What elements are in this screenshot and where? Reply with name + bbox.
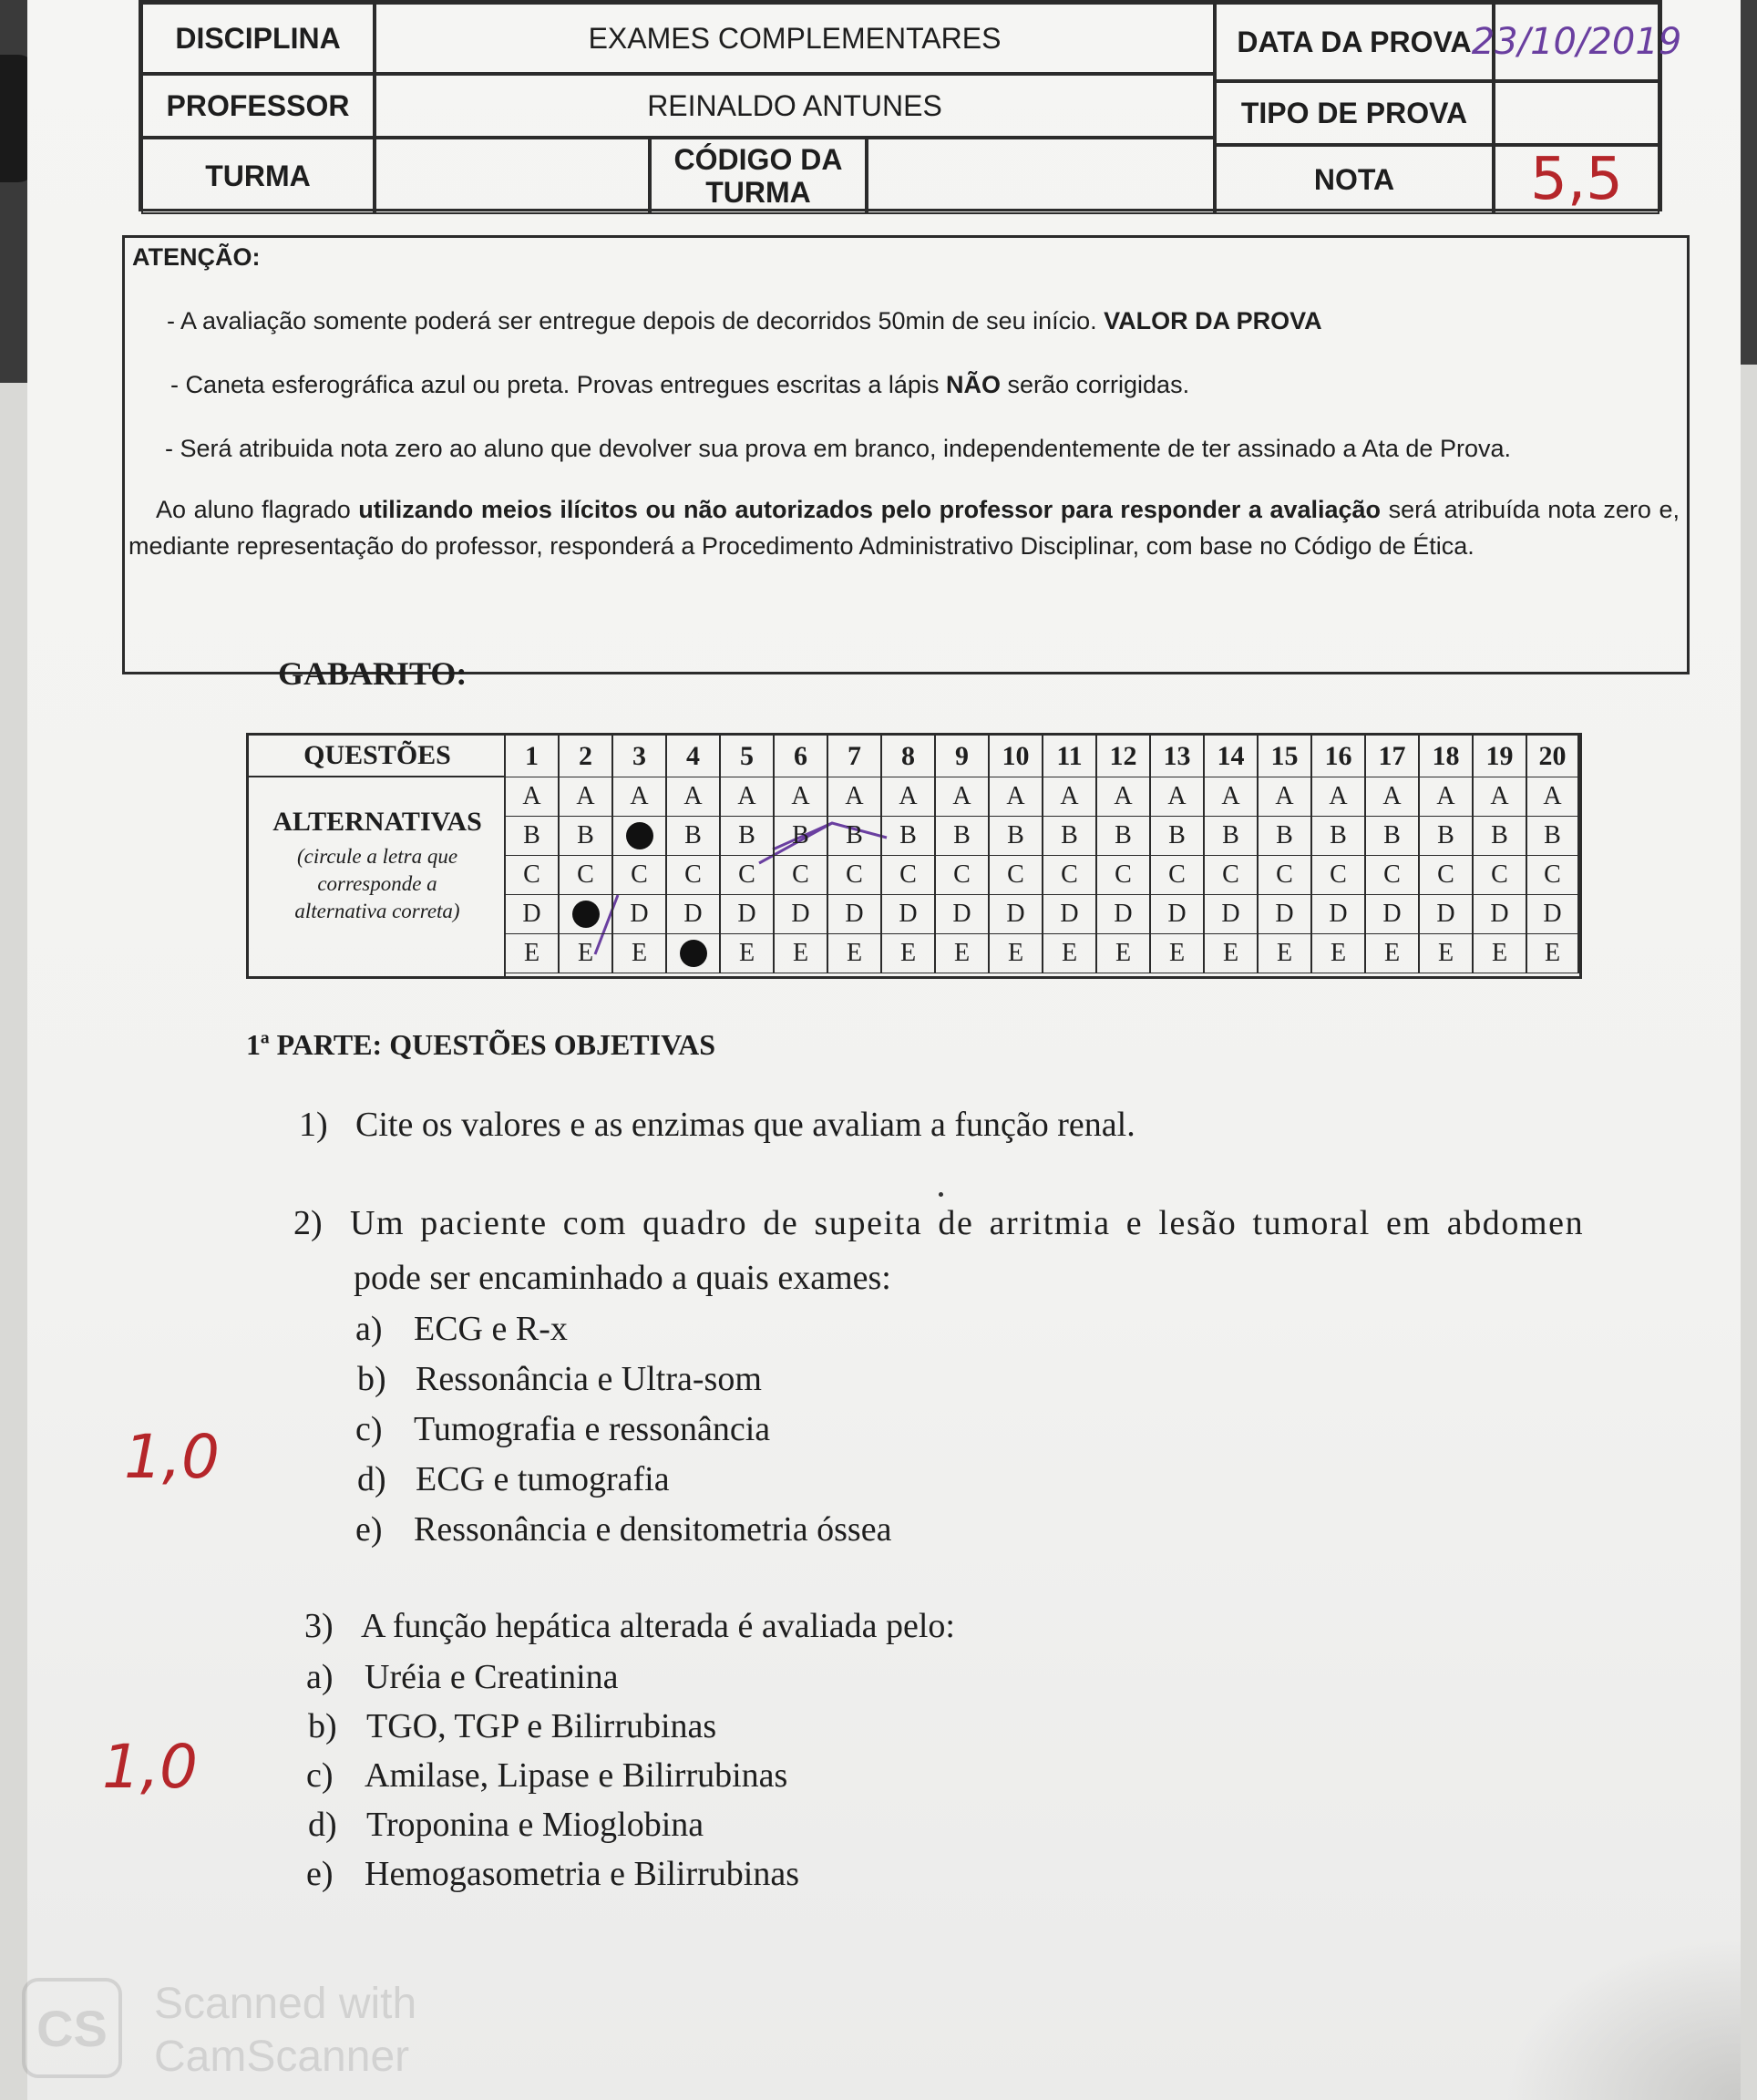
answer-bubble-7-c[interactable]: C xyxy=(828,856,882,895)
answer-bubble-19-b[interactable]: B xyxy=(1474,817,1527,856)
part1-title: 1ª PARTE: QUESTÕES OBJETIVAS xyxy=(246,1028,715,1061)
answer-bubble-1-c[interactable]: C xyxy=(506,856,560,895)
question-2-option-letter: d) xyxy=(357,1460,386,1498)
answer-bubble-14-b[interactable]: B xyxy=(1205,817,1259,856)
question-2-option-text: ECG e tumografia xyxy=(416,1460,670,1498)
question-number-9: 9 xyxy=(936,736,990,777)
nota-value: 5,5 xyxy=(1494,145,1659,214)
answer-bubble-4-e[interactable] xyxy=(667,934,721,973)
codigo-turma-value xyxy=(867,138,1215,214)
question-2-option-text: Ressonância e densitometria óssea xyxy=(414,1510,892,1549)
answer-bubble-14-a[interactable]: A xyxy=(1205,777,1259,817)
answer-bubble-5-c[interactable]: C xyxy=(721,856,775,895)
questoes-label: QUESTÕES xyxy=(249,736,506,777)
question-2-option-text: Tumografia e ressonância xyxy=(414,1410,771,1448)
answer-bubble-19-a[interactable]: A xyxy=(1474,777,1527,817)
question-number-18: 18 xyxy=(1420,736,1474,777)
answer-bubble-4-a[interactable]: A xyxy=(667,777,721,817)
answer-bubble-7-a[interactable]: A xyxy=(828,777,882,817)
tipo-prova-label: TIPO DE PROVA xyxy=(1215,81,1494,145)
filled-mark xyxy=(680,940,707,967)
question-number-15: 15 xyxy=(1259,736,1312,777)
question-2-option-1 xyxy=(355,1309,568,1349)
question-2-option-4 xyxy=(357,1459,670,1499)
answer-bubble-5-d[interactable]: D xyxy=(721,895,775,934)
answer-bubble-11-c[interactable]: C xyxy=(1043,856,1097,895)
answer-bubble-10-a[interactable]: A xyxy=(990,777,1043,817)
answer-bubble-3-d[interactable]: D xyxy=(613,895,667,934)
answer-bubble-5-a[interactable]: A xyxy=(721,777,775,817)
codigo-turma-label-line1: CÓDIGO DA xyxy=(673,143,843,176)
question-3-option-text: TGO, TGP e Bilirrubinas xyxy=(366,1707,717,1745)
question-2-option-letter: c) xyxy=(355,1410,383,1448)
question-3-option-3 xyxy=(306,1755,787,1796)
answer-bubble-5-e[interactable]: E xyxy=(721,934,775,973)
answer-bubble-3-a[interactable]: A xyxy=(613,777,667,817)
codigo-turma-label xyxy=(650,138,867,214)
answer-bubble-17-b[interactable]: B xyxy=(1366,817,1420,856)
page-curl-shadow xyxy=(1504,1936,1741,2100)
question-3-option-5 xyxy=(306,1854,799,1894)
answer-bubble-18-b[interactable]: B xyxy=(1420,817,1474,856)
answer-bubble-16-d[interactable]: D xyxy=(1312,895,1366,934)
answer-bubble-18-c[interactable]: C xyxy=(1420,856,1474,895)
question-2-option-letter: a) xyxy=(355,1310,383,1348)
answer-bubble-6-b[interactable]: B xyxy=(775,817,828,856)
professor-label: PROFESSOR xyxy=(141,74,375,138)
camscanner-text-line1: Scanned with xyxy=(154,1980,417,2028)
answer-bubble-8-a[interactable]: A xyxy=(882,777,936,817)
answer-bubble-8-d[interactable]: D xyxy=(882,895,936,934)
answer-bubble-16-c[interactable]: C xyxy=(1312,856,1366,895)
answer-bubble-1-e[interactable]: E xyxy=(506,934,560,973)
answer-bubble-8-c[interactable]: C xyxy=(882,856,936,895)
question-2-option-5 xyxy=(355,1509,891,1549)
question-number-17: 17 xyxy=(1366,736,1420,777)
filled-mark xyxy=(572,901,600,928)
question-number-3: 3 xyxy=(613,736,667,777)
camscanner-watermark xyxy=(22,1978,496,2081)
codigo-turma-label-line2: TURMA xyxy=(705,176,811,209)
question-number-8: 8 xyxy=(882,736,936,777)
answer-bubble-3-e[interactable]: E xyxy=(613,934,667,973)
disciplina-value: EXAMES COMPLEMENTARES xyxy=(375,3,1215,74)
question-2-option-3 xyxy=(355,1409,770,1449)
question-3-option-letter: a) xyxy=(306,1658,334,1696)
alternativas-instruction-line2: corresponde a xyxy=(317,872,437,895)
turma-value xyxy=(375,138,650,214)
nota-label: NOTA xyxy=(1215,145,1494,214)
answer-bubble-7-e[interactable]: E xyxy=(828,934,882,973)
answer-bubble-1-a[interactable]: A xyxy=(506,777,560,817)
answer-bubble-18-e[interactable]: E xyxy=(1420,934,1474,973)
attention-rule-1-text: - A avaliação somente poderá ser entregue depois de decorridos 50min de seu início. xyxy=(167,307,1097,335)
question-3-option-letter: c) xyxy=(306,1756,334,1795)
question-2-option-letter: e) xyxy=(355,1510,383,1549)
answer-bubble-18-a[interactable]: A xyxy=(1420,777,1474,817)
answer-bubble-9-a[interactable]: A xyxy=(936,777,990,817)
answer-bubble-6-d[interactable]: D xyxy=(775,895,828,934)
answer-bubble-20-a[interactable]: A xyxy=(1527,777,1579,817)
question-3-option-2 xyxy=(308,1706,716,1746)
question-2-option-2 xyxy=(357,1359,762,1399)
camscanner-text-line2: CamScanner xyxy=(154,2033,410,2081)
valor-da-prova-label: VALOR DA PROVA xyxy=(1104,307,1322,335)
question-number-16: 16 xyxy=(1312,736,1366,777)
attention-paragraph-a: Ao aluno flagrado xyxy=(156,496,351,523)
answer-bubble-6-a[interactable]: A xyxy=(775,777,828,817)
answer-bubble-15-a[interactable]: A xyxy=(1259,777,1312,817)
question-number-4: 4 xyxy=(667,736,721,777)
question-3-option-letter: b) xyxy=(308,1707,337,1745)
disciplina-label: DISCIPLINA xyxy=(141,3,375,74)
answer-bubble-14-e[interactable]: E xyxy=(1205,934,1259,973)
answer-bubble-7-d[interactable]: D xyxy=(828,895,882,934)
answer-bubble-4-b[interactable]: B xyxy=(667,817,721,856)
question-2-number: 2) xyxy=(293,1204,323,1242)
question-3-option-text: Uréia e Creatinina xyxy=(365,1658,619,1696)
answer-bubble-12-a[interactable]: A xyxy=(1097,777,1151,817)
answer-bubble-13-b[interactable]: B xyxy=(1151,817,1205,856)
answer-bubble-14-c[interactable]: C xyxy=(1205,856,1259,895)
question-3 xyxy=(304,1606,955,1646)
answer-bubble-17-c[interactable]: C xyxy=(1366,856,1420,895)
attention-rule-2-text-c: serão corrigidas. xyxy=(1007,371,1190,398)
answer-bubble-19-d[interactable]: D xyxy=(1474,895,1527,934)
question-2-option-text: Ressonância e Ultra-som xyxy=(416,1360,762,1398)
question-1-text: Cite os valores e as enzimas que avaliam a função renal. xyxy=(355,1106,1135,1144)
turma-label: TURMA xyxy=(141,138,375,214)
answer-bubble-20-d[interactable]: D xyxy=(1527,895,1579,934)
question-number-5: 5 xyxy=(721,736,775,777)
answer-bubble-11-b[interactable]: B xyxy=(1043,817,1097,856)
answer-bubble-19-c[interactable]: C xyxy=(1474,856,1527,895)
alternativas-instruction-line3: alternativa correta) xyxy=(294,900,460,922)
answer-bubble-14-d[interactable]: D xyxy=(1205,895,1259,934)
alternativas-label: ALTERNATIVAS xyxy=(272,807,482,837)
question-2-line2: pode ser encaminhado a quais exames: xyxy=(354,1259,891,1297)
question-number-13: 13 xyxy=(1151,736,1205,777)
question-3-option-letter: e) xyxy=(306,1855,334,1893)
alternativas-instruction xyxy=(249,843,506,925)
answer-bubble-5-b[interactable]: B xyxy=(721,817,775,856)
filled-mark xyxy=(626,822,653,849)
answer-bubble-3-b[interactable] xyxy=(613,817,667,856)
answer-bubble-19-e[interactable]: E xyxy=(1474,934,1527,973)
question-3-option-text: Hemogasometria e Bilirrubinas xyxy=(365,1855,799,1893)
question-3-option-1 xyxy=(306,1657,619,1697)
answer-bubble-12-d[interactable]: D xyxy=(1097,895,1151,934)
answer-bubble-20-c[interactable]: C xyxy=(1527,856,1579,895)
answer-bubble-6-c[interactable]: C xyxy=(775,856,828,895)
answer-grid xyxy=(246,733,1582,979)
answer-bubble-9-e[interactable]: E xyxy=(936,934,990,973)
ink-speck xyxy=(939,1192,943,1197)
data-prova-value: 23/10/2019 xyxy=(1494,3,1659,81)
answer-bubble-2-a[interactable]: A xyxy=(560,777,613,817)
gabarito-title: GABARITO: xyxy=(278,655,468,692)
answer-bubble-17-d[interactable]: D xyxy=(1366,895,1420,934)
answer-bubble-18-d[interactable]: D xyxy=(1420,895,1474,934)
question-number-14: 14 xyxy=(1205,736,1259,777)
answer-bubble-15-c[interactable]: C xyxy=(1259,856,1312,895)
question-number-6: 6 xyxy=(775,736,828,777)
answer-bubble-15-b[interactable]: B xyxy=(1259,817,1312,856)
question-3-option-text: Troponina e Mioglobina xyxy=(366,1806,704,1844)
answer-bubble-10-e[interactable]: E xyxy=(990,934,1043,973)
answer-bubble-2-e[interactable]: E xyxy=(560,934,613,973)
answer-bubble-9-d[interactable]: D xyxy=(936,895,990,934)
answer-bubble-17-e[interactable]: E xyxy=(1366,934,1420,973)
question-3-option-letter: d) xyxy=(308,1806,337,1844)
professor-value: REINALDO ANTUNES xyxy=(375,74,1215,138)
camscanner-text xyxy=(154,1978,416,2084)
answer-bubble-15-d[interactable]: D xyxy=(1259,895,1312,934)
question-3-text: A função hepática alterada é avaliada pelo: xyxy=(361,1607,955,1645)
question-2-line1: Um paciente com quadro de supeita de arritmia e lesão tumoral em abdomen xyxy=(350,1204,1585,1242)
header-table xyxy=(139,0,1682,213)
answer-bubble-12-c[interactable]: C xyxy=(1097,856,1151,895)
answer-bubble-10-c[interactable]: C xyxy=(990,856,1043,895)
attention-box xyxy=(122,235,1690,674)
answer-bubble-12-b[interactable]: B xyxy=(1097,817,1151,856)
question-number-12: 12 xyxy=(1097,736,1151,777)
attention-rule-1 xyxy=(167,307,1322,335)
answer-bubble-13-e[interactable]: E xyxy=(1151,934,1205,973)
answer-bubble-16-b[interactable]: B xyxy=(1312,817,1366,856)
attention-title: ATENÇÃO: xyxy=(132,243,261,271)
answer-bubble-9-b[interactable]: B xyxy=(936,817,990,856)
question-number-1: 1 xyxy=(506,736,560,777)
answer-bubble-20-b[interactable]: B xyxy=(1527,817,1579,856)
grid-label-column xyxy=(249,736,506,976)
answer-bubble-8-e[interactable]: E xyxy=(882,934,936,973)
question-2 xyxy=(293,1203,1584,1243)
question-2-option-text: ECG e R-x xyxy=(414,1310,568,1348)
answer-bubble-13-c[interactable]: C xyxy=(1151,856,1205,895)
question-number-19: 19 xyxy=(1474,736,1527,777)
attention-rule-2-text-a: - Caneta esferográfica azul ou preta. Provas entregues escritas a lápis xyxy=(170,371,940,398)
answer-bubble-2-b[interactable]: B xyxy=(560,817,613,856)
answer-bubble-11-d[interactable]: D xyxy=(1043,895,1097,934)
attention-paragraph-c: será atribuída nota zero e, mediante representação do professor, responderá a Procedimento Administrativo Disciplinar, com base no Código de Ética. xyxy=(128,496,1680,560)
answer-bubble-4-d[interactable]: D xyxy=(667,895,721,934)
answer-bubble-8-b[interactable]: B xyxy=(882,817,936,856)
question-number-20: 20 xyxy=(1527,736,1579,777)
answer-bubble-1-b[interactable]: B xyxy=(506,817,560,856)
answer-bubble-1-d[interactable]: D xyxy=(506,895,560,934)
question-1-number: 1) xyxy=(299,1106,328,1144)
answer-bubble-15-e[interactable]: E xyxy=(1259,934,1312,973)
question-3-option-4 xyxy=(308,1805,704,1845)
question-3-grade: 1,0 xyxy=(102,1732,198,1802)
question-2-grade: 1,0 xyxy=(124,1422,220,1492)
answer-bubble-3-c[interactable]: C xyxy=(613,856,667,895)
answer-bubble-4-c[interactable]: C xyxy=(667,856,721,895)
attention-rule-3: - Será atribuida nota zero ao aluno que devolver sua prova em branco, independentemente de ter assinado a Ata de Prova. xyxy=(165,435,1511,462)
alternativas-instruction-line1: (circule a letra que xyxy=(296,845,458,868)
answer-bubble-13-a[interactable]: A xyxy=(1151,777,1205,817)
answer-bubble-7-b[interactable]: B xyxy=(828,817,882,856)
answer-bubble-16-a[interactable]: A xyxy=(1312,777,1366,817)
question-3-number: 3) xyxy=(304,1607,334,1645)
data-prova-label: DATA DA PROVA xyxy=(1215,3,1494,81)
question-number-10: 10 xyxy=(990,736,1043,777)
answer-bubble-10-d[interactable]: D xyxy=(990,895,1043,934)
question-number-11: 11 xyxy=(1043,736,1097,777)
attention-rule-2 xyxy=(170,371,1189,399)
question-number-7: 7 xyxy=(828,736,882,777)
answer-bubble-12-e[interactable]: E xyxy=(1097,934,1151,973)
tipo-prova-value xyxy=(1494,81,1659,145)
answer-bubble-2-c[interactable]: C xyxy=(560,856,613,895)
answer-bubble-20-e[interactable]: E xyxy=(1527,934,1579,973)
answer-bubble-16-e[interactable]: E xyxy=(1312,934,1366,973)
attention-paragraph-emphasis: utilizando meios ilícitos ou não autorizados pelo professor para responder a avaliação xyxy=(358,496,1382,523)
attention-paragraph xyxy=(128,491,1680,564)
answer-bubble-11-a[interactable]: A xyxy=(1043,777,1097,817)
answer-bubble-2-d[interactable] xyxy=(560,895,613,934)
answer-bubble-13-d[interactable]: D xyxy=(1151,895,1205,934)
answer-bubble-17-a[interactable]: A xyxy=(1366,777,1420,817)
question-3-option-text: Amilase, Lipase e Bilirrubinas xyxy=(365,1756,788,1795)
answer-bubble-11-e[interactable]: E xyxy=(1043,934,1097,973)
attention-rule-2-emphasis: NÃO xyxy=(945,371,1001,398)
answer-bubble-10-b[interactable]: B xyxy=(990,817,1043,856)
question-2-option-letter: b) xyxy=(357,1360,386,1398)
question-1 xyxy=(299,1105,1135,1145)
question-number-2: 2 xyxy=(560,736,613,777)
answer-bubble-6-e[interactable]: E xyxy=(775,934,828,973)
camscanner-logo-icon: CS xyxy=(22,1978,122,2078)
answer-bubble-9-c[interactable]: C xyxy=(936,856,990,895)
